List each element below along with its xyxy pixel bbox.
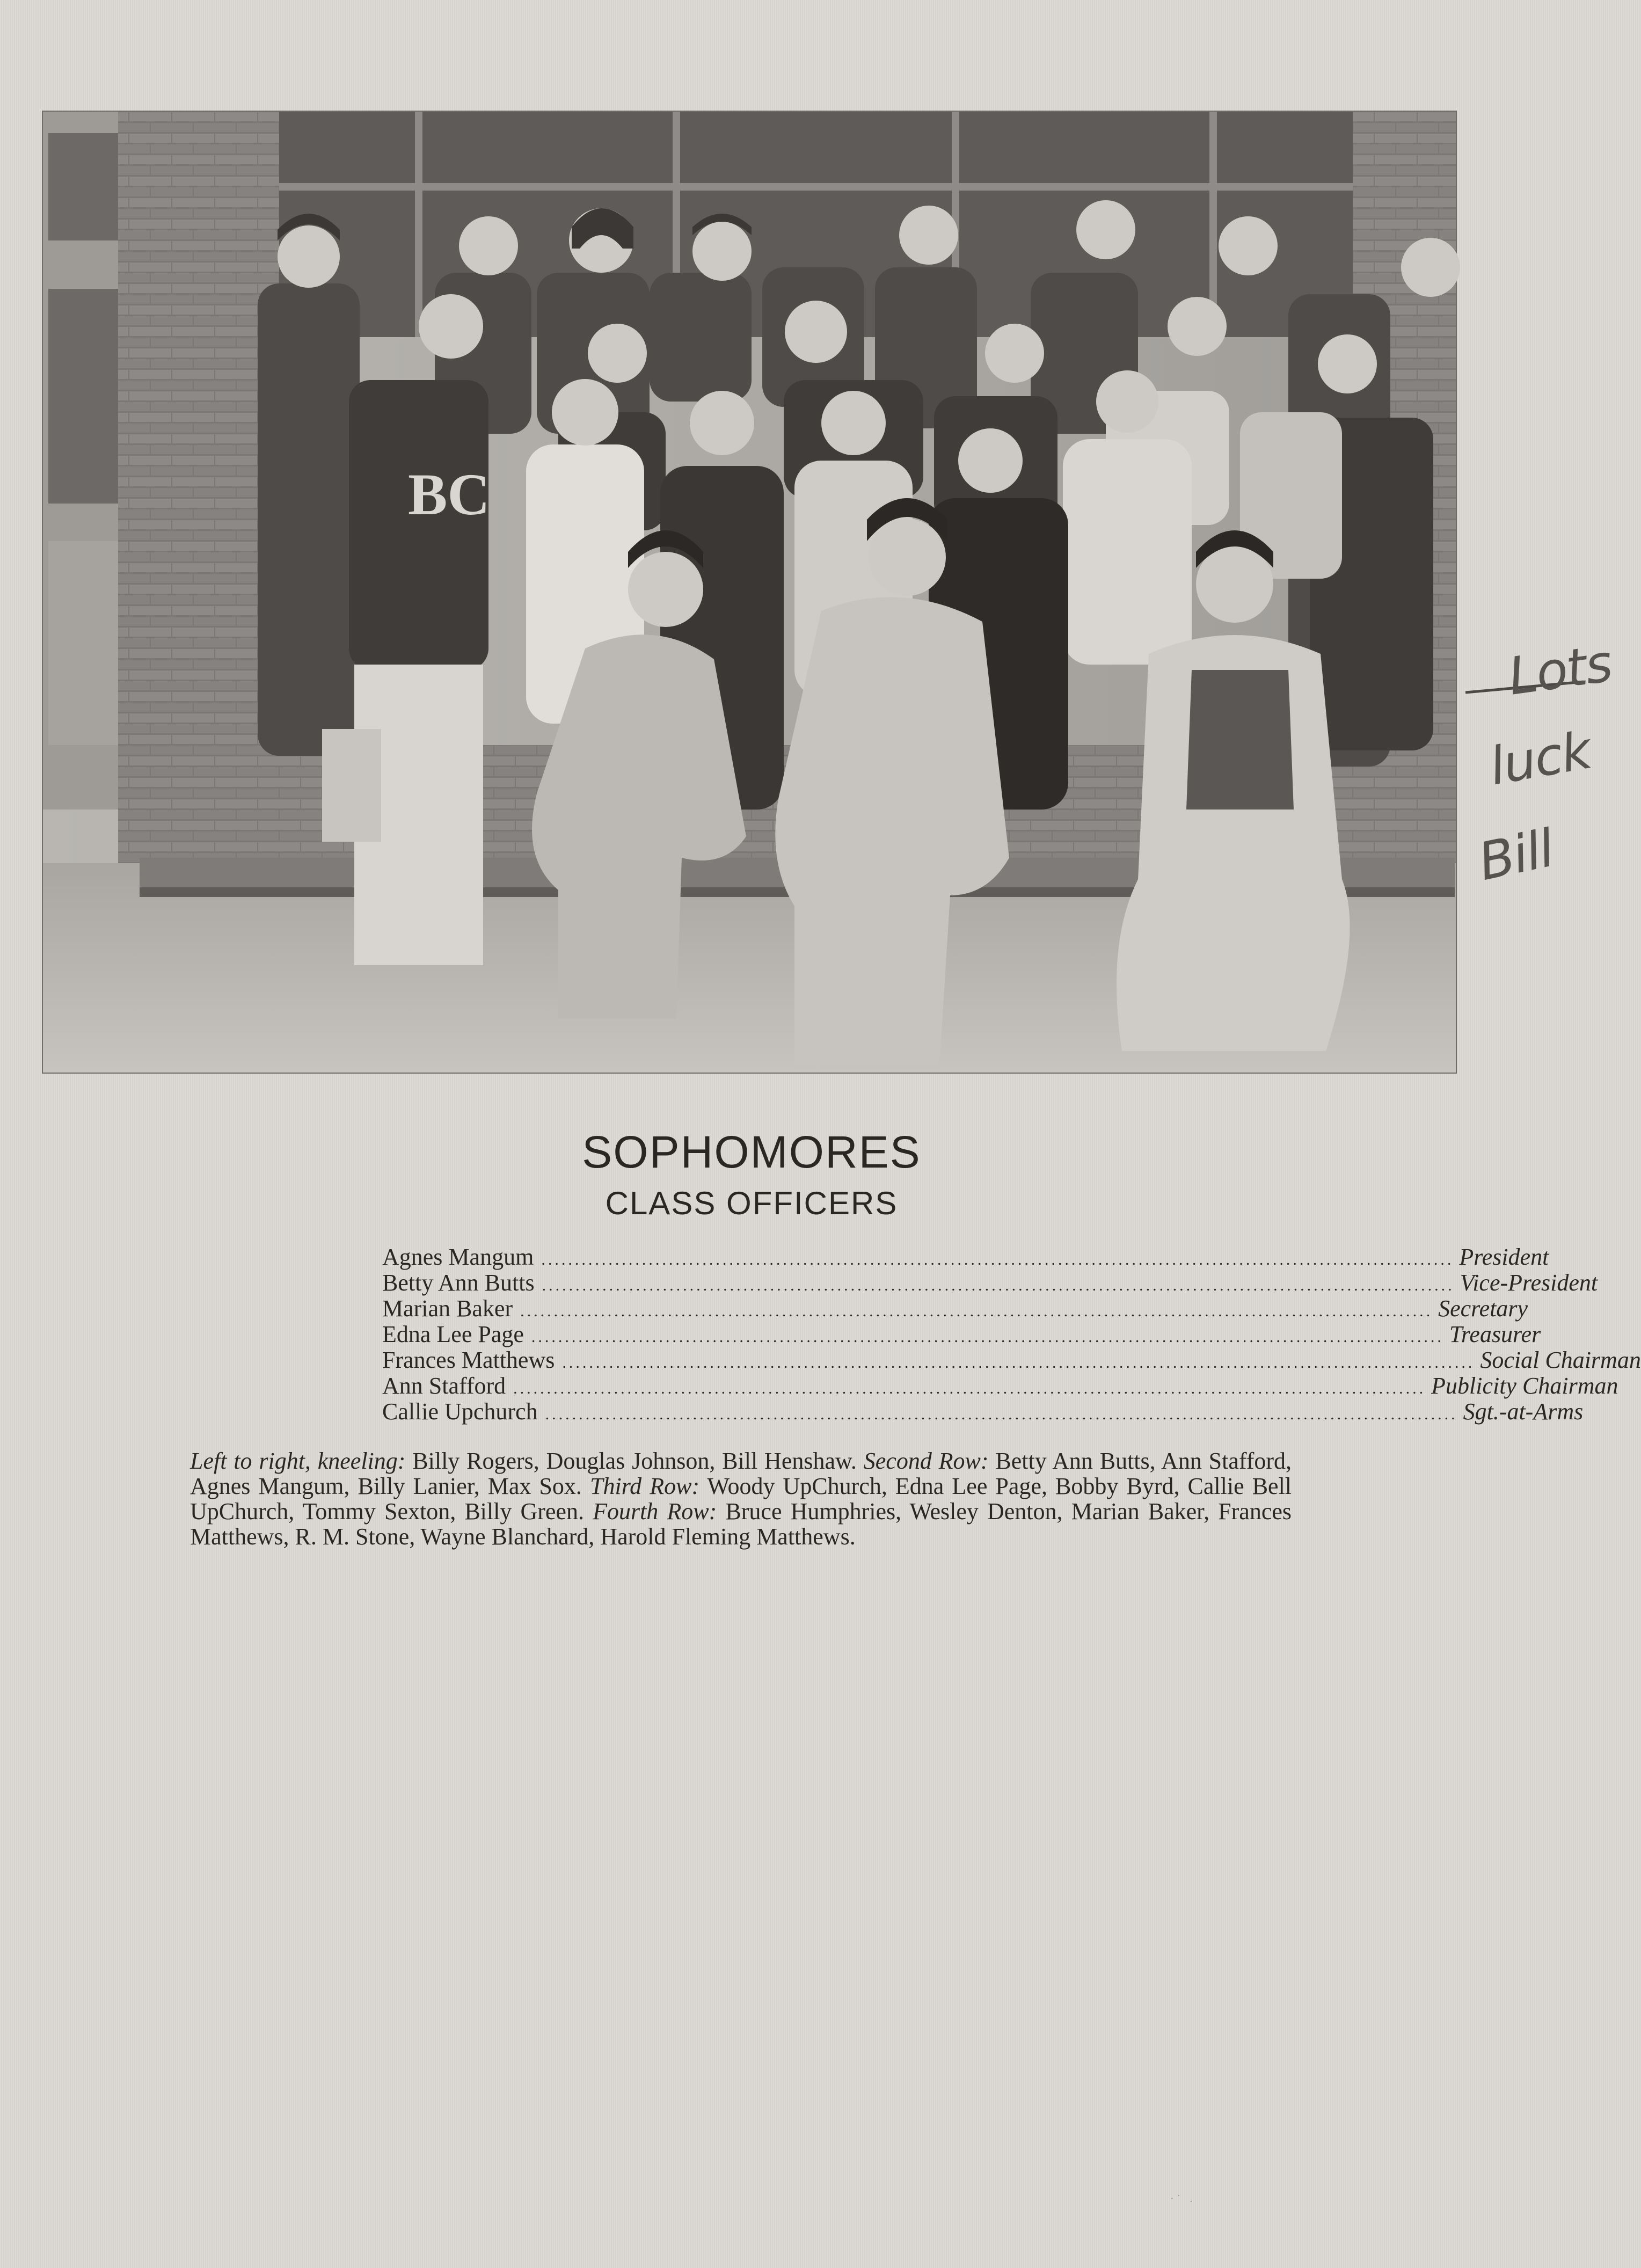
officer-role: President bbox=[1459, 1244, 1549, 1270]
officer-role: Treasurer bbox=[1449, 1321, 1541, 1347]
caption-row1-label: Left to right, kneeling: bbox=[190, 1448, 406, 1474]
caption-row3-label: Third Row: bbox=[590, 1473, 700, 1499]
caption-row4-label: Fourth Row: bbox=[593, 1498, 717, 1525]
leader-dots: ........................................................................................................................................ bbox=[541, 1251, 1454, 1268]
handwriting-line-2: luck bbox=[1485, 720, 1595, 797]
officer-name: Ann Stafford bbox=[382, 1373, 506, 1399]
officer-name: Agnes Mangum bbox=[382, 1244, 534, 1270]
caption-row3-names: Woody UpChurch, Edna Lee Page, Bobby Byrd, Callie Bell UpChurch, Tommy Sexton, Billy Green. bbox=[190, 1473, 1292, 1525]
letter-jacket-monogram: BC bbox=[408, 462, 490, 527]
leader-dots: ........................................................................................................................................ bbox=[513, 1380, 1426, 1397]
officer-row bbox=[382, 1321, 1541, 1347]
brick-pillar-left bbox=[118, 112, 279, 820]
leader-dots: ........................................................................................................................................ bbox=[520, 1302, 1433, 1320]
page-title: SOPHOMORES bbox=[582, 1127, 921, 1177]
officer-row bbox=[382, 1295, 1528, 1322]
caption-row2-names: Betty Ann Butts, Ann Stafford, Agnes Mangum, Billy Lanier, Max Sox. bbox=[190, 1448, 1292, 1499]
officer-name: Marian Baker bbox=[382, 1295, 513, 1322]
caption-row4-names: Bruce Humphries, Wesley Denton, Marian Baker, Frances Matthews, R. M. Stone, Wayne Blanchard, Harold Fleming Matthews. bbox=[190, 1498, 1292, 1550]
class-photo bbox=[43, 112, 1456, 1073]
officer-row bbox=[382, 1270, 1598, 1296]
caption-row2-label: Second Row: bbox=[863, 1448, 989, 1474]
officer-row bbox=[382, 1347, 1641, 1373]
leader-dots: ........................................................................................................................................ bbox=[562, 1354, 1475, 1372]
officer-name: Edna Lee Page bbox=[382, 1321, 524, 1347]
officer-role: Publicity Chairman bbox=[1431, 1373, 1618, 1399]
officers-list bbox=[382, 1244, 1641, 1425]
officer-row bbox=[382, 1398, 1584, 1425]
officer-role: Vice-President bbox=[1460, 1270, 1598, 1296]
officer-name: Betty Ann Butts bbox=[382, 1270, 535, 1296]
leader-dots: ........................................................................................................................................ bbox=[531, 1328, 1444, 1346]
class-photo-illustration bbox=[43, 112, 1456, 1073]
page-subtitle: CLASS OFFICERS bbox=[605, 1185, 898, 1221]
officer-role: Secretary bbox=[1438, 1295, 1528, 1322]
leader-dots: ........................................................................................................................................ bbox=[545, 1405, 1458, 1423]
officer-name: Frances Matthews bbox=[382, 1347, 555, 1373]
paper-specks: ·˙ . bbox=[1170, 2193, 1196, 2205]
caption-row1-names: Billy Rogers, Douglas Johnson, Bill Henshaw. bbox=[412, 1448, 857, 1474]
officer-row bbox=[382, 1244, 1549, 1270]
photo-caption bbox=[190, 1448, 1292, 1549]
handwriting-line-1: Lots bbox=[1505, 633, 1615, 707]
handwritten-note bbox=[1460, 628, 1615, 918]
officer-role: Sgt.-at-Arms bbox=[1463, 1398, 1584, 1425]
leader-dots: ........................................................................................................................................ bbox=[542, 1277, 1455, 1294]
handwriting-line-3: Bill bbox=[1473, 818, 1559, 893]
officer-name: Callie Upchurch bbox=[382, 1398, 538, 1425]
officer-row bbox=[382, 1373, 1618, 1399]
officer-role: Social Chairman bbox=[1480, 1347, 1641, 1373]
